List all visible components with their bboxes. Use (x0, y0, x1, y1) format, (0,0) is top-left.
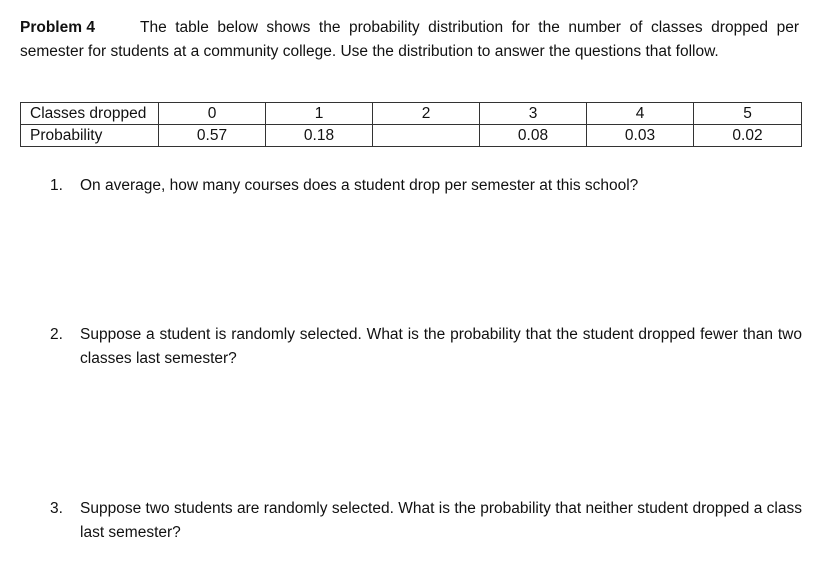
question-number: 2. (50, 326, 63, 343)
table-cell-classes: 1 (266, 103, 373, 125)
probability-distribution-table (20, 102, 802, 147)
question-text: Suppose a student is randomly selected. What is the probability that the student dropped fewer than two classes last semester? (80, 326, 802, 367)
table-cell-probability-blank (373, 125, 480, 147)
question-2 (50, 323, 802, 371)
table-cell-probability: 0.08 (480, 125, 587, 147)
table-row-classes (21, 103, 802, 125)
row-header-probability: Probability (21, 125, 159, 147)
question-1 (50, 174, 802, 198)
table-cell-probability: 0.03 (587, 125, 694, 147)
problem-intro (20, 16, 799, 63)
question-number: 3. (50, 500, 63, 517)
table-cell-probability: 0.02 (694, 125, 802, 147)
table-cell-classes: 2 (373, 103, 480, 125)
table-cell-probability: 0.57 (159, 125, 266, 147)
table-cell-probability: 0.18 (266, 125, 373, 147)
question-text: Suppose two students are randomly selected. What is the probability that neither student dropped a class last semester? (80, 500, 802, 541)
row-header-classes: Classes dropped (21, 103, 159, 125)
problem-label: Problem 4 (20, 19, 95, 36)
table-cell-classes: 3 (480, 103, 587, 125)
problem-intro-text: The table below shows the probability distribution for the number of classes dropped per semester for students at a community college. Use the distribution to answer the questions that follow. (20, 19, 799, 60)
table-cell-classes: 4 (587, 103, 694, 125)
question-number: 1. (50, 177, 63, 194)
table-row-probability (21, 125, 802, 147)
table-cell-classes: 5 (694, 103, 802, 125)
question-text: On average, how many courses does a student drop per semester at this school? (80, 177, 639, 194)
question-3 (50, 497, 802, 545)
table-cell-classes: 0 (159, 103, 266, 125)
